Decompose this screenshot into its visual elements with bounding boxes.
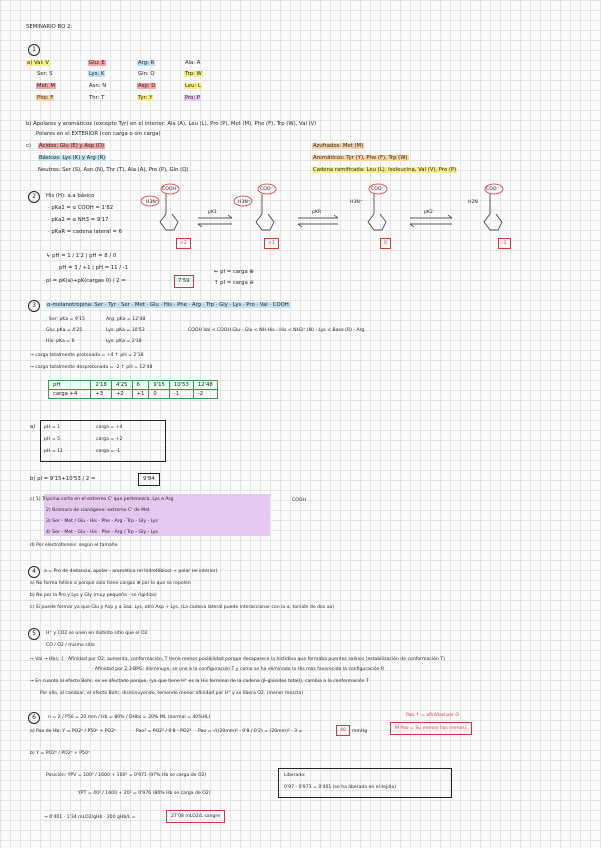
q6-a2: Pao² = PO2² / 0'8 - PO2²: [136, 729, 192, 734]
struct-bond: [256, 194, 274, 230]
q3-pka: His: pKa = 6: [46, 339, 75, 344]
q3-pka2: Lys: pKa = 2'18: [106, 339, 142, 344]
table-cell: +3: [91, 390, 112, 399]
q3-desprotonada: → carga totalmente desprotonada = -2 ↑ pH = 12'48: [30, 365, 153, 370]
struct-top: COO⁻: [371, 187, 384, 192]
q3-pka2: Arg: pKa = 12'48: [106, 317, 146, 322]
q3-sequence: α-melanotropina: Ser · Tyr · Ser · Met · Glu · His · Phe · Arg · Trp · Gly · Lys · Pro · Val · COOH: [47, 302, 289, 308]
q6-b: b) Y = PO2ⁿ / PO2ⁿ + P50ⁿ: [30, 751, 90, 756]
page-title: SEMINARIO BQ 2:: [26, 24, 73, 30]
table-cell: -2: [193, 390, 217, 399]
table-cell: 12'48: [193, 381, 217, 390]
highlight-circle: [369, 184, 387, 194]
q5-line: H⁺ y CO2 se unen en distinto sitio que el O2: [46, 631, 148, 636]
q5-line: Por ello, al cambiar, el efecto Bohr, disminuyendo, teniendo menor afinidad por H⁺ y se libera O2. (menor mezcla): [40, 691, 304, 696]
q6-pos: YPT = 40² / 1600 + 20² = 0'976 (80% Hb se carga de O2): [78, 791, 211, 796]
q3-c-line: 3) Ser - Met / Glu - His - Phe - Arg - Trp - Gly - Lys: [46, 519, 158, 524]
equilibrium-arrow: [410, 215, 452, 227]
struct-amine: H2N: [468, 200, 478, 205]
q6-a3: Pao = √((20mm)² · 0'8 / 0'2) = (20mm)² · 3 =: [198, 729, 303, 734]
question-6-number: 6: [28, 712, 40, 724]
table-cell: 6: [132, 381, 149, 390]
q6-pos: Posición: YPV = 100² / 1600 + 100² = 0'971 (97% Hb se carga de O2): [46, 773, 207, 778]
q2-line: · pKaR = cadena lateral = 6: [48, 229, 123, 235]
highlight-circle: [485, 184, 503, 194]
q2-pi-formula: pI = pK(a)+pK(cargas 0) / 2 =: [46, 278, 126, 284]
charge-box: +1: [264, 238, 279, 249]
q3-d: d) Por electroforesis: según el tamaño: [30, 543, 118, 548]
q6-note: Pao ↑ = afinidad por O: [406, 713, 459, 718]
question-4-number: 4: [28, 566, 40, 578]
q3-b-formula: b) pI = 9'15+10'53 / 2 =: [30, 476, 96, 482]
q4-line: a = Pro de distancia, apolar - aromático (el hidrofóbico) + polar (el interior): [44, 569, 218, 574]
q2-pi-note: ↑ pI = carga ⊖: [214, 280, 254, 286]
q3-c-line: c) 1) Tripsina corta en el extremo C' que pertenezca, Lys o Arg: [30, 497, 174, 502]
q4-line: b) No por la Pro y Lys y Gly (muy pequeña - se rigidiza): [30, 593, 157, 598]
q2-ph-line: ↳ pH = 1 / 1'2 | pH = 8 / 0: [46, 253, 117, 259]
pk-label: pK1: [208, 210, 217, 215]
struct-top: COO⁻: [260, 187, 273, 192]
table-cell: 4'25: [111, 381, 132, 390]
q3-a-label: a): [30, 424, 36, 430]
struct-amine: H3N⁺: [238, 200, 251, 205]
q6-a: a) Pao de Hb: Y = PO2ⁿ / P50ⁿ + PO2ⁿ: [30, 729, 116, 734]
struct-amine: H3N⁺: [350, 200, 363, 205]
highlight-circle: [141, 196, 159, 206]
q1-b-line1: b) Apolares y aromáticos (excepto Tyr) en el interior: Ala (A), Leu (L), Pro (P), Met (M), Phe (F), Trp (W), Val (V): [26, 121, 317, 127]
equilibrium-arrows: [198, 215, 452, 227]
struct-bond: [160, 194, 178, 230]
q4-line: c) Si puede formar ya que Glu y Asp y a 3aa. Lys, otro Asp + Lys. (La cadena lateral puede interaccionar con la α, torsión de dos aa): [30, 605, 335, 610]
question-2-number: 2: [28, 191, 40, 203]
table-cell: 9'15: [149, 381, 170, 390]
q6-a-unit: mmHg: [352, 729, 368, 734]
q3-c-line: 4) Ser - Met - Glu - His - Phe - Arg / Trp - Gly - Lys: [46, 530, 158, 535]
q3-a-val: carga = +2: [96, 437, 123, 442]
struct-bond: [484, 194, 502, 230]
table-cell: 2'18: [91, 381, 112, 390]
table-row: [49, 381, 218, 390]
pk-label: pKR: [312, 210, 322, 215]
q1-neutros: Neutros: Ser (S), Asn (N), Thr (T), Ala (A), Pro (P), Gln (Q): [38, 167, 189, 173]
highlight-circle: [161, 184, 179, 194]
q1-cadena: Cadena ramificada: Leu (L), Isoleucina, Val (V), Pro (P): [313, 167, 457, 173]
q2-pi-value: 7'59: [174, 275, 194, 288]
q1-acidos: Ácidos: Glu (E) y Asp (D): [39, 143, 104, 149]
q1-basicos: Básicos: Lys (K) y Arg (R): [39, 155, 106, 161]
q2-line: His (H): a.a básico: [46, 193, 95, 199]
q6-final-value: 27'08 mLO2/L sangre: [166, 810, 225, 823]
q3-a-val: carga = +4: [96, 425, 123, 430]
table-cell: +2: [111, 390, 132, 399]
q1-aromaticos: Aromáticos: Tyr (Y), Phe (F), Trp (W): [313, 155, 408, 161]
table-cell: pH: [49, 381, 91, 390]
q2-line: · pKa1 = α COOH = 1'82: [48, 205, 114, 211]
q6-final: → 0'401 · 1'34 mLO2/gHb · 200 gHb/L =: [44, 815, 136, 820]
q3-protonada: → carga totalmente protonada = +4 ↑ pH = 2'18: [30, 353, 144, 358]
q3-c-line: 2) Bromuro de cianógeno: extremo C' de Met: [46, 508, 150, 513]
equilibrium-arrow: [198, 215, 232, 227]
q3-c-note: COOH: [292, 498, 306, 503]
q2-pi-note: ← pI = carga ⊕: [214, 269, 254, 275]
q3-charge-table: [48, 380, 218, 399]
table-cell: -1: [169, 390, 193, 399]
q1-azufrados: Azufrados: Met (M): [313, 143, 364, 149]
q3-b-value: 9'84: [138, 473, 160, 486]
histidine-structures-svg: [0, 0, 601, 270]
question-3-number: 3: [28, 300, 40, 312]
q6-line: n = 2 / P50 = 20 mm / Hb = 80% / DHbs = 20% ML (normal = 40%HL): [48, 715, 211, 720]
q2-line: · pKa2 = α NH3 = 9'17: [48, 217, 109, 223]
charge-box: -1: [498, 238, 511, 249]
charge-box: 0: [380, 238, 391, 249]
struct-amine: H3N⁺: [146, 200, 159, 205]
struct-top: COO⁻: [486, 187, 499, 192]
q2-ph-line2: pH = 3 / +1 | pH = 11 / -1: [59, 265, 128, 271]
q3-a-val: carga = -1: [96, 449, 121, 454]
q3-a-row: pH = 11: [44, 449, 63, 454]
q5-line: → En cuanto al efecto Bohr, se ve afectado porque, (ya que tiene H⁺ es la His terminal de la cadena (β-glúcidos total)), cambia a la conformación T: [30, 679, 369, 684]
q5-line: · Afinidad por 2,3-BPG: disminuye, se une a la configuración T y como se ha eliminado la His más favorecida la configuración R: [92, 667, 385, 672]
charge-box: +2: [176, 238, 191, 249]
q6-note-box: M Pao = Su menos (las menos): [390, 722, 472, 735]
q3-order: COOH Val < COOH Glu - Glu < NH His - His < NH3⁺ (N) - Lys < Base (R) - Arg: [188, 328, 365, 333]
q4-line: a) No forma hélice α porque solo tiene cargas ⊕ por lo que se repelen: [30, 581, 191, 586]
q6-liberado-label: Liberado:: [284, 773, 306, 778]
q3-a-row: pH = 5: [44, 437, 61, 442]
table-row: [49, 390, 218, 399]
struct-top: COOH: [162, 187, 176, 192]
highlight-circle: [258, 184, 276, 194]
table-cell: 0: [149, 390, 170, 399]
q1-c-label: c): [26, 143, 31, 149]
equilibrium-arrow: [298, 215, 338, 227]
table-cell: 10'53: [169, 381, 193, 390]
q6-a-value: 40: [336, 725, 350, 736]
q3-pka2: Lys: pKa = 10'53: [106, 328, 145, 333]
q3-pka: Glu: pKa = 4'25: [46, 328, 83, 333]
table-cell: carga +4: [49, 390, 91, 399]
struct-bond: [368, 194, 386, 230]
table-cell: +1: [132, 390, 149, 399]
q5-line: → Val → Hbs: { · Afinidad por O2: aumenta, conformación, T tiene menos posibilidad porque desaparece la histidina que formaba puentes salinos (estabilización de conformación T): [30, 657, 445, 662]
pk-label: pK2: [424, 210, 433, 215]
q3-a-row: pH = 1: [44, 425, 61, 430]
question-1-number: 1: [28, 44, 40, 56]
question-5-number: 5: [28, 628, 40, 640]
q3-pka: · Ser: pKa = 9'15: [46, 317, 85, 322]
q5-line: CO / O2 / mismo sitio: [46, 643, 95, 648]
highlight-circle: [234, 196, 252, 206]
q1-b-line2: Polares en el EXTERIOR (con carga o sin carga): [36, 131, 161, 137]
highlight-circles: [141, 184, 503, 206]
q6-liberado: 0'97 - 0'971 = 0'401 (se ha liberado en el tejido): [284, 785, 397, 790]
